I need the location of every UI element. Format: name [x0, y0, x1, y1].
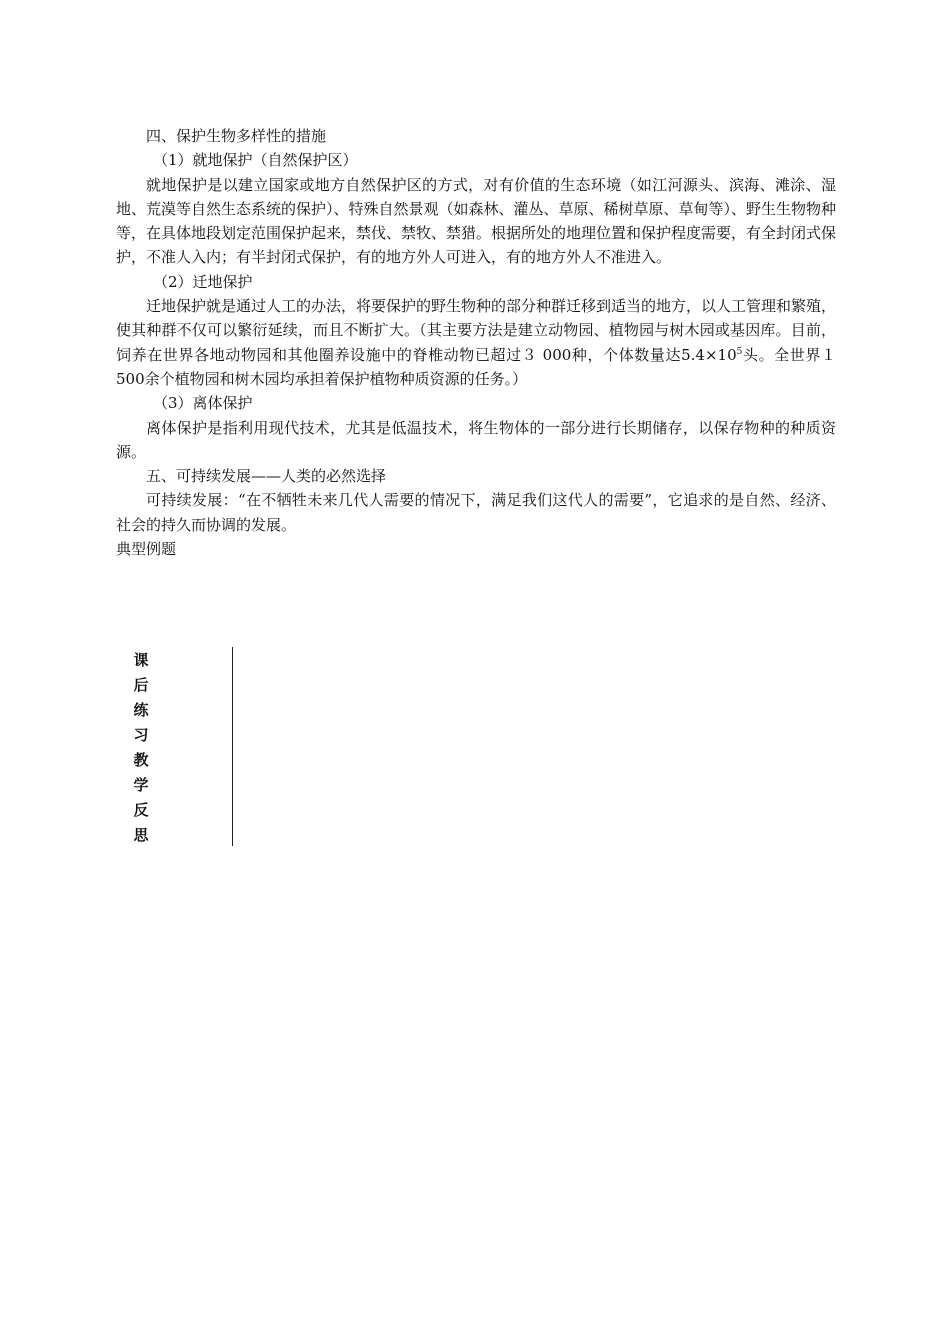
item-2-text-part1: 迁地保护就是通过人工的办法，将要保护的野生物种的部分种群迁移到适当的地方，以人工管理和繁殖，使其种群不仅可以繁衍延续，而且不断扩大。（其主要方法是建立动物园、植物园与树木园或基因库。目前，饲养在世界各地动物园和其他圈养设施中的脊椎动物已超过３ 000种，个体数量达5.4×10 [116, 297, 837, 364]
item-1-title: （1）就地保护（自然保护区） [153, 151, 358, 170]
item-2-exponent: 5 [736, 346, 743, 357]
side-label-char: 练 [133, 701, 149, 719]
document-body [116, 124, 836, 561]
reflection-side-label [128, 648, 154, 848]
side-label-char: 思 [133, 826, 149, 844]
side-label-char: 学 [133, 776, 149, 794]
side-label-char: 教 [133, 751, 149, 769]
item-3-title: （3）离体保护 [153, 394, 253, 413]
side-label-char: 习 [133, 726, 149, 744]
section-4-heading: 四、保护生物多样性的措施 [146, 127, 327, 145]
section-5-paragraph: 可持续发展：“在不牺牲未来几代人需要的情况下，满足我们这代人的需要”，它追求的是自然、经济、社会的持久而协调的发展。 [116, 491, 836, 534]
section-5-heading: 五、可持续发展——人类的必然选择 [146, 467, 387, 486]
item-2-text-part2: 头。全世界１ 500余个植物园和树木园均承担着保护植物种质资源的任务。） [116, 345, 836, 388]
item-2-title: （2）迁地保护 [153, 272, 253, 291]
item-3-paragraph: 离体保护是指利用现代技术，尤其是低温技术，将生物体的一部分进行长期储存，以保存物种的种质资源。 [116, 418, 836, 461]
side-label-char: 反 [133, 801, 149, 819]
table-divider-line [232, 647, 233, 846]
side-label-char: 课 [133, 651, 149, 669]
item-2-paragraph [116, 294, 836, 391]
examples-label: 典型例题 [116, 540, 177, 559]
item-1-paragraph: 就地保护是以建立国家或地方自然保护区的方式，对有价值的生态环境（如江河源头、滨海、滩涂、湿地、荒漠等自然生态系统的保护）、特殊自然景观（如森林、灌丛、草原、稀树草原、草甸等）、野生生物物种等，在具体地段划定范围保护起来，禁伐、禁牧、禁猎。根据所处的地理位置和保护程度需要，有全封闭式保护，不准人入内；有半封闭式保护，有的地方外人可进入，有的地方外人不准进入。 [116, 175, 837, 267]
side-label-char: 后 [133, 676, 149, 694]
